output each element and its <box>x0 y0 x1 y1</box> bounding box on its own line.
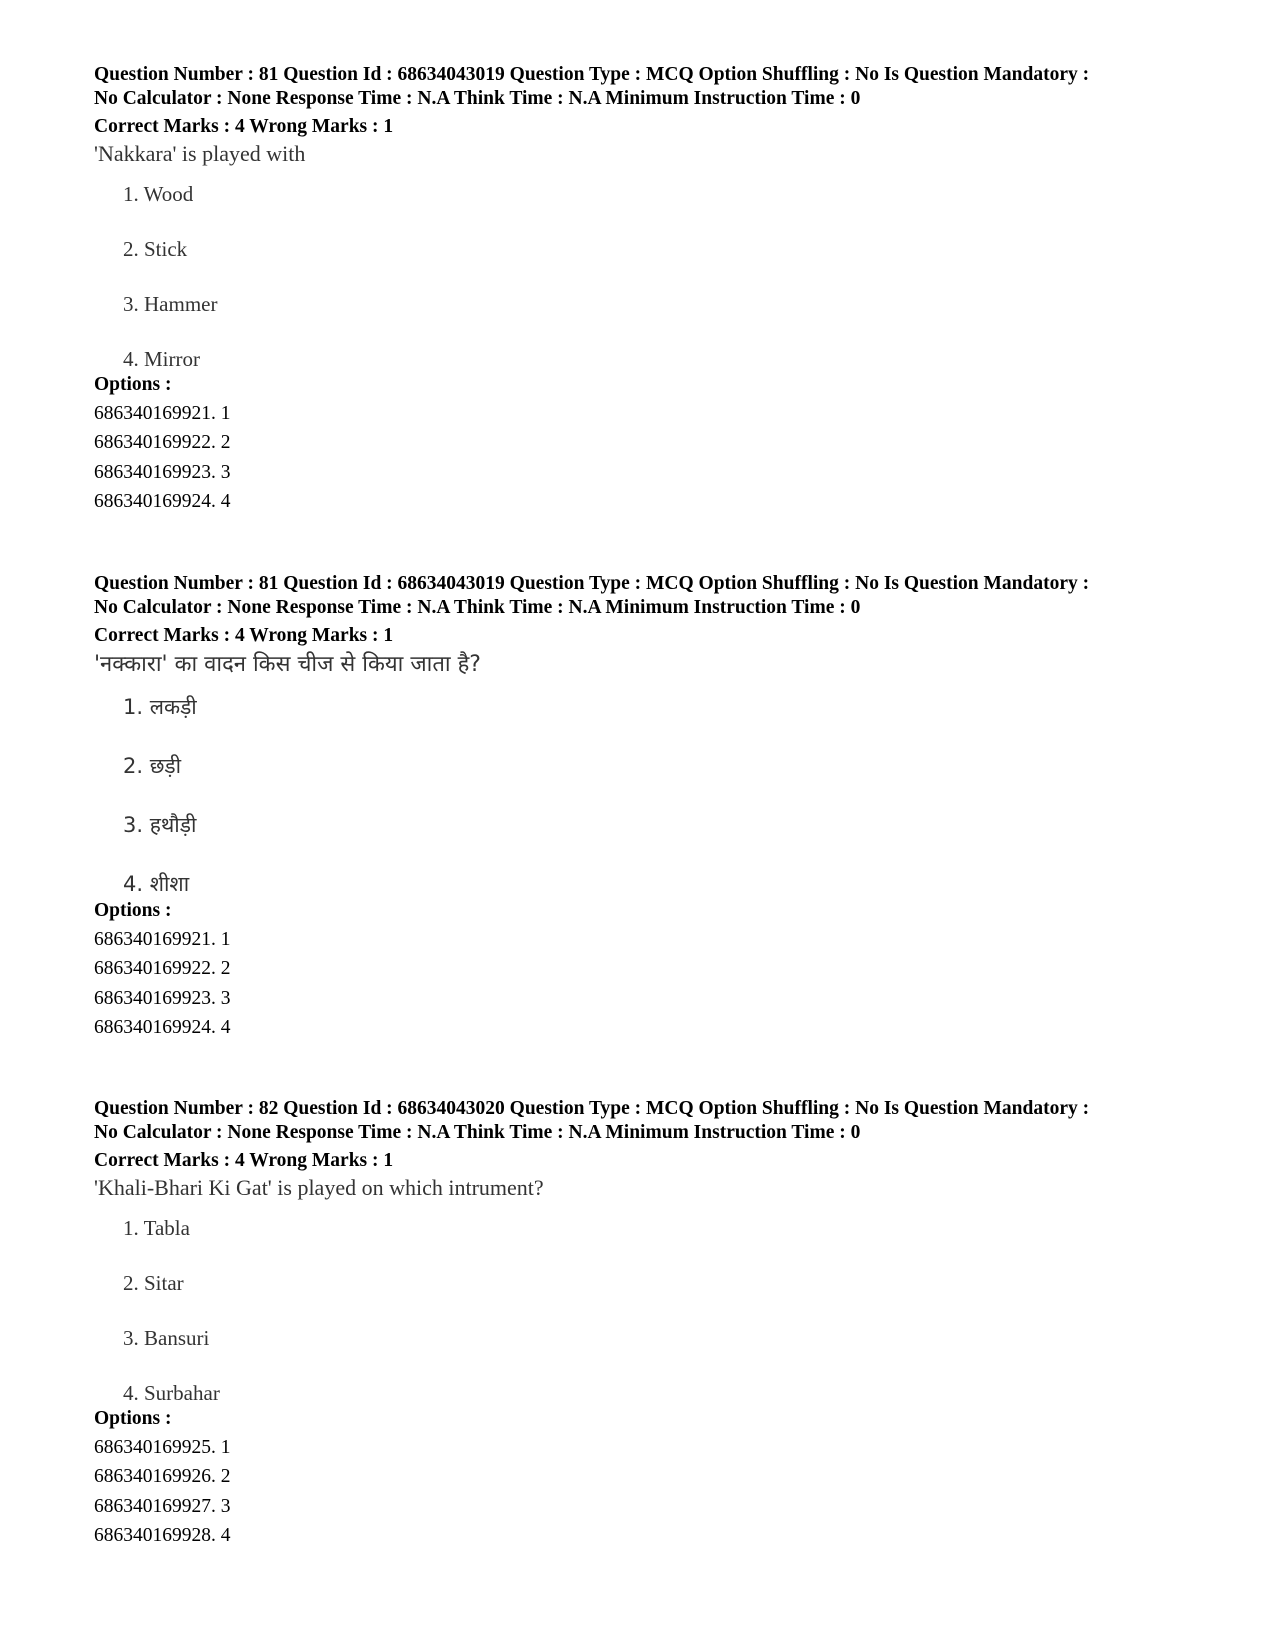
answer-choices <box>94 1214 1214 1407</box>
question-marks: Correct Marks : 4 Wrong Marks : 1 <box>94 625 394 646</box>
option-id-list <box>94 1433 1214 1550</box>
option-id-row: 686340169923. 3 <box>94 461 231 483</box>
answer-choice: 1. Wood <box>123 182 194 206</box>
question-marks: Correct Marks : 4 Wrong Marks : 1 <box>94 1150 394 1171</box>
option-id-row: 686340169922. 2 <box>94 432 231 454</box>
option-id-row: 686340169921. 1 <box>94 929 231 950</box>
option-id-list <box>94 925 1214 1042</box>
question-marks: Correct Marks : 4 Wrong Marks : 1 <box>94 116 394 137</box>
question-block <box>94 1097 1214 1550</box>
question-meta <box>94 572 1214 620</box>
answer-choice: 3. हथौड़ी <box>123 813 197 837</box>
answer-choices <box>94 692 1214 899</box>
question-meta-line: Question Number : 82 Question Id : 68634043020 Question Type : MCQ Option Shuffling : No Is Question Mandatory : <box>94 1098 1090 1119</box>
answer-choice: 4. Surbahar <box>123 1381 220 1405</box>
answer-choices <box>94 180 1214 373</box>
option-id-row: 686340169927. 3 <box>94 1495 231 1517</box>
answer-choice: 1. लकड़ी <box>123 695 197 719</box>
question-meta-line: Question Number : 81 Question Id : 68634043019 Question Type : MCQ Option Shuffling : No Is Question Mandatory : <box>94 573 1090 594</box>
options-label: Options : <box>94 1408 172 1429</box>
options-label: Options : <box>94 900 172 921</box>
answer-choice: 2. छड़ी <box>123 754 182 778</box>
option-id-row: 686340169926. 2 <box>94 1466 231 1488</box>
question-meta <box>94 63 1214 111</box>
answer-choice: 1. Tabla <box>123 1216 190 1240</box>
answer-choice: 2. Sitar <box>123 1271 184 1295</box>
option-id-row: 686340169922. 2 <box>94 958 231 980</box>
question-meta-line: No Calculator : None Response Time : N.A Think Time : N.A Minimum Instruction Time : 0 <box>94 1122 861 1143</box>
question-text: 'नक्कारा' का वादन किस चीज से किया जाता है? <box>94 652 481 677</box>
option-id-row: 686340169925. 1 <box>94 1437 231 1458</box>
question-block <box>94 63 1214 516</box>
question-meta-line: Question Number : 81 Question Id : 68634043019 Question Type : MCQ Option Shuffling : No Is Question Mandatory : <box>94 64 1090 85</box>
question-text: 'Nakkara' is played with <box>94 141 306 166</box>
question-meta-line: No Calculator : None Response Time : N.A Think Time : N.A Minimum Instruction Time : 0 <box>94 597 861 618</box>
option-id-row: 686340169928. 4 <box>94 1524 231 1546</box>
option-id-row: 686340169924. 4 <box>94 1016 231 1038</box>
answer-choice: 4. Mirror <box>123 347 200 371</box>
answer-choice: 3. Bansuri <box>123 1326 210 1350</box>
answer-choice: 4. शीशा <box>123 872 190 896</box>
answer-choice: 3. Hammer <box>123 292 218 316</box>
option-id-list <box>94 399 1214 516</box>
question-text: 'Khali-Bhari Ki Gat' is played on which intrument? <box>94 1175 544 1200</box>
option-id-row: 686340169923. 3 <box>94 987 231 1009</box>
option-id-row: 686340169924. 4 <box>94 490 231 512</box>
option-id-row: 686340169921. 1 <box>94 403 231 424</box>
options-label: Options : <box>94 374 172 395</box>
question-meta-line: No Calculator : None Response Time : N.A Think Time : N.A Minimum Instruction Time : 0 <box>94 88 861 109</box>
question-meta <box>94 1097 1214 1145</box>
answer-choice: 2. Stick <box>123 237 188 261</box>
question-block <box>94 572 1214 1042</box>
